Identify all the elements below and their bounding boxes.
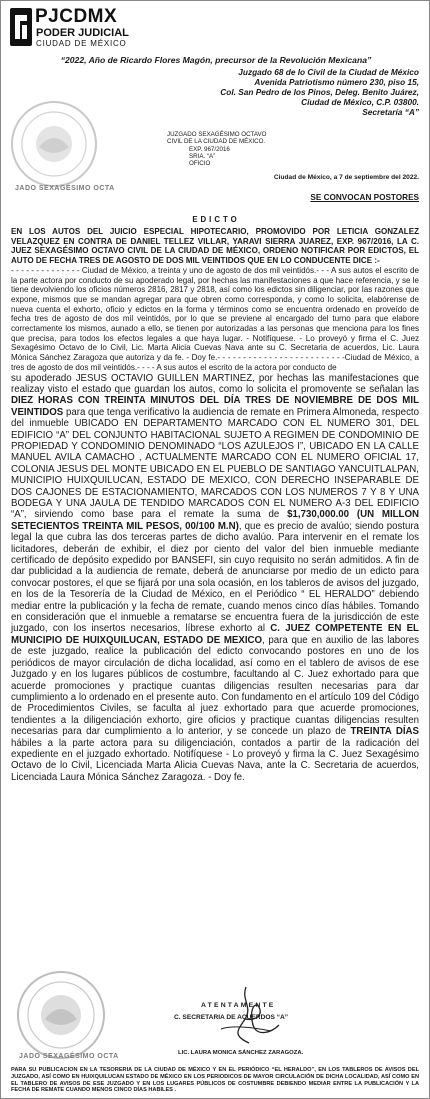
closing-atentamente: ATENTAMENTE <box>201 1002 276 1009</box>
logo-city: CIUDAD DE MÉXICO <box>36 39 127 48</box>
edicto-heading: EDICTO <box>192 215 240 224</box>
court-secretaria: Secretaría “A” <box>362 107 419 117</box>
reference-line-2: CIVIL DE LA CIUDAD DE MÉXICO. <box>167 138 266 146</box>
logo-subtitle: PODER JUDICIAL <box>36 27 129 39</box>
pjcdmx-logo <box>9 7 159 51</box>
body-paragraph-1: - - - - - - - - - - - - - - Ciudad de México, a treinta y uno de agosto de dos mil veintidós.- - - A sus autos el escrito de la parte actora por conducto de su apoderado legal, por hechas las manifestaciones a que hace referencia, y se le tiene devolviendo los oficios números 2816, 2817 y 2818, así como los edictos sin diligenciar, por las razones que expone, mismos que se mandan agregar para que obren como corresponda, y como lo solicita, elabórense de nueva cuenta el exhorto, oficio y edictos en la forma y términos como se encuentra ordenado en proveído de fecha tres de agosto de dos mil veintidós, por lo que se previene al encargado del turno para que elabore correctamente los mismos, aunado a ello, se tienen por autorizadas a las personas que menciona para los fines que precisa, para todos los efectos legales a que haya lugar. - Notifíquese. - Lo proveyó y firma el C. Juez Sexagésimo Octavo de lo Civil, Lic. Marta Alicia Cuevas Nava ante su C. Secretaria de acuerdos, Lic. Laura Mónica Sánchez Zaragoza que autoriza y da fe. - Doy fe.- - - - - - - - - - - - - - - - - - - - - - - - -Ciudad de México, a tres de agosto de dos mil veintidós.- - - - A sus autos el escrito de la actora por conducto de <box>11 265 419 372</box>
reference-line-1: JUZGADO SEXAGÉSIMO OCTAVO <box>167 131 267 138</box>
reference-line-4: SRIA. “A” <box>189 152 216 160</box>
p2-exhorto-judge: C. JUEZ COMPETENTE EN EL MUNICIPIO DE HUIXQUILUCAN, ESTADO DE MEXICO <box>11 623 419 646</box>
logo-title: PJCDMX <box>35 6 118 27</box>
p2-text-i: , para que en auxilio de las labores de este juzgado, realice la publicación del edicto convocando postores en uno de los periódicos de mayor circulación de dicha localidad, así como en el tablero de avisos de ese Juzgado y en los lugares públicos de costumbre, facultando al C. Juez exhortado para que acuerde promociones y practique cuantas diligencias resulten necesarias para dar cumplimiento a lo ordenado en el presente auto. Con fundamento en el artículo 109 del Código de Procedimientos Civiles, se faculta al juez exhortado para que acuerde promociones, tendientes a la diligenciación exhorto, gire oficios y practique cuantas diligencias resulten necesarias para dar cumplimiento a lo anterior, y se concede un plazo de <box>11 634 419 738</box>
notice-title: SE CONVOCAN POSTORES <box>310 193 419 202</box>
publication-footer: PARA SU PUBLICACION EN LA TESORERIA DE LA CIUDAD DE MÉXICO Y EN EL PERIÓDICO “EL HERALDO”, EN LOS TABLEROS DE AVISOS DEL JUZGADO, ASÍ COMO EN HUIXQUILUCAN ESTADO DE MÉXICO EN LOS PERIODICOS DE MAYOR CIRCULACIÓN DE DICHA LOCALIDAD, ASÍ COMO EN EL TABLERO DE AVISOS DE ESE JUZGADO Y EN LOS LUGARES PÚBLICOS DE COSTUMBRE DEBIENDO MEDIAR ENTRE LA PUBLICACIÓN Y LA FECHA DE REMATE CUANDO MENOS CINCO DÍAS HABILES . <box>11 1067 419 1094</box>
closing-secretaria: C. SECRETARIA DE ACUERDOS “A” <box>174 1014 289 1021</box>
p2-text-c: para que tenga verificativo la audiencia de remate en Primera Almoneda, respecto del inmueble <box>11 406 419 430</box>
p2-text-g: , que es precio de avalúo; siendo postura legal la que cubra las dos terceras partes de dicho avalúo. Para intervenir en el remate los licitadores, deberán de exhibir, el diez por ciento del valor del bien inmueble mediante certificado de depósito expedido por BANSEFI, sin cuyo requisito no serán admitidos. A fin de dar publicidad a la audiencia de remate, deberá de anunciarse por medio de un edicto para convocar postores, el que se fijará por una sola ocasión, en los tableros de avisos del juzgado, en los de la Tesorería de la Ciudad de México, en el Periódico “ EL HERALDO” debiendo mediar entre la publicación y la fecha de remate, cuando menos cinco días hábiles. Tomando en consideración que el inmueble a rematarse se encuentra fuera de la jurisdicción de este juzgado, con los insertos necesarios, líbrese exhorto al <box>11 520 420 635</box>
body-lead: EN LOS AUTOS DEL JUICIO ESPECIAL HIPOTECARIO, PROMOVIDO POR LETICIA GONZALEZ VELAZQUEZ EN CONTRA DE DANIEL TELLEZ VILLAR, YARAVI SIERRA JUAREZ, EXP. 967/2016, LA C. JUEZ SEXAGÉSIMO OCTAVO CIVIL DE LA CIUDAD DE MÉXICO, ORDENO NOTIFICAR POR EDICTOS, EL AUTO DE FECHA TRES DE AGOSTO DE DOS MIL VEINTIDOS QUE EN LO CONDUCENTE DICE :- <box>11 227 419 266</box>
court-address-2: Col. San Pedro de los Pinos, Deleg. Benito Juárez, <box>220 87 419 97</box>
court-address-3: Ciudad de México, C.P. 03800. <box>301 97 419 107</box>
seal-caption-top: JADO SEXAGÉSIMO OCTA <box>15 185 115 192</box>
document-date: Ciudad de México, a 7 de septiembre del 2022. <box>273 174 419 181</box>
court-seal-stamp-bottom <box>15 969 107 1061</box>
p2-property-description: UBICADO EN DEPARTAMENTO MARCADO CON EL NUMERO 301, DEL EDIFICIO “A” DEL CONJUNTO HABITACIONAL SUJETO A REGIMEN DE CONDOMINIO DE PROPIEDAD Y CONDOMINIO DENOMINADO “LOS AZULEJOS I”, UBICADO EN LA CALLE MANUEL AVILA CAMACHO , ACTUALMENTE MARCADO CON EL NUMERO OFICIAL 17, COLONIA JESUS DEL MONTE UBICADO EN EL PUEBLO DE SANTIAGO YANCUITLALPAN, MUNICIPIO HUIXQUILUCAN, ESTADO DE MEXICO, CON DERECHO INSEPARABLE DE DOS CAJONES DE ESTACIONAMIENTO, MARCADOS CON LOS NUMEROS 7 Y 8 Y UNA BODEGA Y UNA JAULA DE TENDIDO MARCADOS CON EL NUMERO A-3 DEL EDIFICIO “A” <box>11 418 420 521</box>
court-seal-stamp-top <box>9 99 99 189</box>
p2-term: TREINTA DÍAS <box>350 726 420 738</box>
p2-hearing-date: DIEZ HORAS CON TREINTA MINUTOS DEL DÍA TRES DE NOVIEMBRE DE DOS MIL VEINTIDOS <box>11 395 419 418</box>
edicto-body <box>11 227 419 783</box>
p2-text-e: , sirviendo como base para el remate la suma de <box>23 509 288 521</box>
year-slogan: “2022, Año de Ricardo Flores Magón, precursor de la Revolución Mexicana” <box>60 55 372 65</box>
reference-block <box>167 131 266 167</box>
p2-text-k: hábiles a la parte actora para su diligenciación, contados a partir de la radicación del expediente en el juzgado exhortado. Notifíquese - Lo proveyó y firma la C. Juez Sexagésimo Octavo de lo Civil, Licenciada Marta Alicia Cuevas Nava, ante la C. Secretaria de acuerdos, Licenciada Laura Mónica Sánchez Zaragoza. - Doy fe. <box>11 737 419 783</box>
body-paragraph-2 <box>11 373 419 784</box>
p2-text-a: su apoderado JESUS OCTAVIO GUILLEN MARTINEZ, por hechas las manifestaciones que realizay visto el estado que guardan los autos, como lo solicita el promovente se señalan las <box>11 372 419 395</box>
court-address-1: Avenida Patriotismo número 230, piso 15, <box>254 77 419 87</box>
p2-base-price: $1,730,000.00 (UN MILLON SETECIENTOS TREINTA MIL PESOS, 00/100 M.N) <box>11 509 419 532</box>
court-name: Juzgado 68 de lo Civil de la Ciudad de México <box>238 67 419 77</box>
reference-line-5: OFICIO <box>189 160 211 168</box>
seal-caption-bottom: JADO SEXAGÉSIMO OCTA <box>19 1053 119 1060</box>
reference-line-3: EXP. 967/2016 <box>189 145 230 153</box>
closing-signer-name: LIC. LAURA MONICA SÁNCHEZ ZARAGOZA. <box>178 1050 304 1056</box>
pjcdmx-emblem-icon <box>9 7 33 47</box>
